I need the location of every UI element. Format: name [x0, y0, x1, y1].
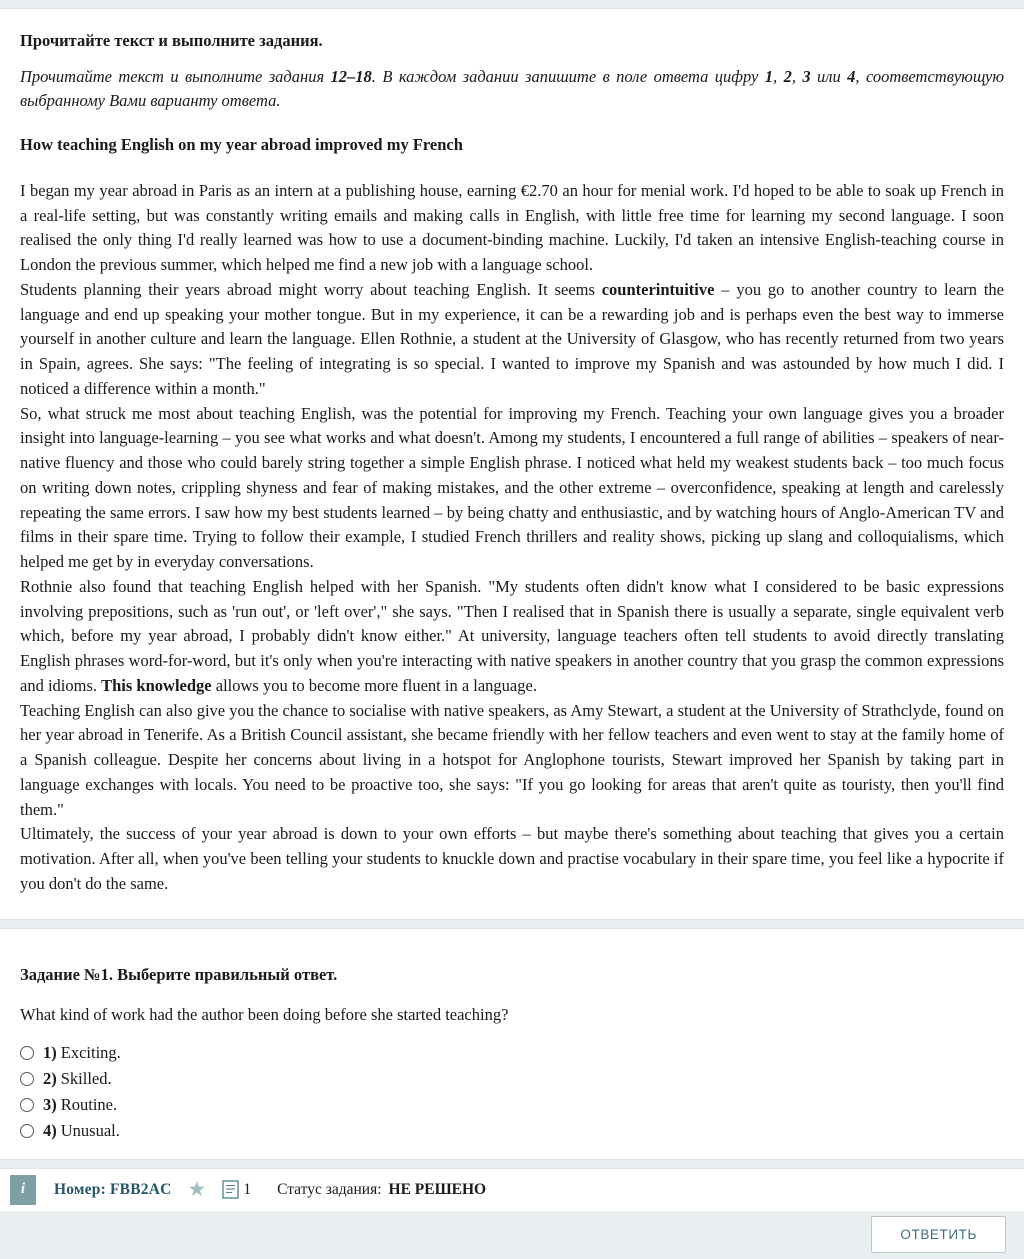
option-number: 3) — [43, 1094, 57, 1114]
option-label: Exciting. — [60, 1042, 121, 1062]
article-paragraph-6: Ultimately, the success of your year abroad is down to your own efforts – but maybe there's something about teaching that gives you a certain motivation. After all, when you've been telling your students to knuckle down and practise vocabulary in their spare time, you feel like a hypocrite if you don't do the same. — [20, 824, 1004, 893]
instr-digit-3: 3 — [802, 67, 811, 86]
radio-button-icon[interactable] — [20, 1124, 34, 1138]
instr-part-1: Прочитайте текст и выполните задания — [20, 67, 331, 86]
task-question: What kind of work had the author been doing before she started teaching? — [20, 1004, 509, 1024]
task-number-label: Номер: FBB2AC — [54, 1180, 172, 1198]
document-count: 1 — [243, 1180, 252, 1198]
option-label: Skilled. — [60, 1068, 112, 1088]
info-icon[interactable]: i — [10, 1175, 36, 1205]
status-badge: НЕ РЕШЕНО — [388, 1180, 487, 1198]
article-title: How teaching English on my year abroad improved my French — [20, 134, 463, 154]
footer-divider — [0, 1159, 1024, 1169]
radio-button-icon[interactable] — [20, 1072, 34, 1086]
task-title: Задание №1. Выберите правильный ответ. — [20, 964, 338, 984]
option-label: Unusual. — [60, 1120, 120, 1140]
instr-digit-4: 4 — [847, 67, 856, 86]
para4-keyword: This knowledge — [101, 675, 212, 695]
para2-part-1: Students planning their years abroad might worry about teaching English. It seems — [20, 279, 602, 299]
option-label: Routine. — [60, 1094, 118, 1114]
answer-option-1[interactable] — [20, 1043, 1004, 1063]
answer-options — [20, 1043, 1004, 1141]
instr-sep-3: или — [810, 67, 848, 86]
instr-sep-1: , — [773, 67, 784, 86]
footer-bar — [0, 1169, 1024, 1211]
answer-option-2[interactable] — [20, 1069, 1004, 1089]
article-paragraph-5: Teaching English can also give you the chance to socialise with native speakers, as Amy Stewart, a student at the University of Strathclyde, found on her year abroad in Tenerife. As a British Council assistant, she became friendly with her fellow teachers and even went to stay at the family home of a Spanish colleague. Despite her concerns about living in a hotspot for Anglophone tourists, Stewart improved her Spanish by taking part in language exchanges with locals. You need to be proactive too, she says: "If you go looking for areas that aren't quite as touristy, then you'll find them." — [20, 700, 1004, 819]
top-strip — [0, 0, 1024, 9]
star-icon[interactable]: ★ — [187, 1177, 207, 1202]
instructions-text — [20, 65, 1004, 113]
article-paragraph-3: So, what struck me most about teaching English, was the potential for improving my French. Teaching your own language gives you a broader insight into language-learning – you see what works and what doesn't. Among my students, I encountered a full range of abilities – speakers of near-native fluency and those who could barely string together a simple English phrase. I noticed what held my weakest students back – too much focus on writing down notes, crippling shyness and fear of making mistakes, and the other extreme – overconfidence, speaking at length and carelessly repeating the same errors. I saw how my best students learned – by being chatty and enthusiastic, and by watching hours of Anglo-American TV and films in their spare time. Trying to follow their example, I studied French thrillers and reality shows, picking up slang and colloquialisms, which helped me get by in everyday conversations. — [20, 403, 1004, 572]
instructions-title: Прочитайте текст и выполните задания. — [20, 31, 323, 50]
article-paragraph-4 — [20, 575, 1004, 699]
para4-part-2: allows you to become more fluent in a language. — [211, 675, 537, 695]
section-divider — [0, 919, 1024, 929]
instr-digit-2: 2 — [783, 67, 792, 86]
option-number: 2) — [43, 1068, 57, 1088]
instr-digit-1: 1 — [764, 67, 774, 86]
article-paragraph-1: I began my year abroad in Paris as an intern at a publishing house, earning €2.70 an hour for menial work. I'd hoped to be able to soak up French in a real-life setting, but was constantly writing emails and making calls in English, with little free time for learning my second language. I soon realised the only thing I'd really learned was how to use a document-binding machine. Luckily, I'd taken an intensive English-teaching course in London the previous summer, which helped me find a new job with a language school. — [20, 180, 1004, 275]
instr-task-range: 12–18 — [330, 67, 372, 86]
para2-part-2: – you go to another country to learn the language and end up speaking your mother tongue. But in my experience, it can be a rewarding job and is perhaps even the best way to immerse yourself in another culture and learn the language. Ellen Rothnie, a student at the University of Glasgow, who has recently returned from two years in Spain, agrees. She says: "The feeling of integrating is so special. I wanted to improve my Spanish and was astounded by how much I did. I noticed a difference within a month." — [20, 279, 1004, 398]
status-label: Статус задания: — [277, 1180, 382, 1198]
article-paragraph-2 — [20, 278, 1004, 402]
answer-action-row — [0, 1211, 1024, 1259]
answer-button[interactable]: ОТВЕТИТЬ — [871, 1216, 1006, 1253]
answer-option-3[interactable] — [20, 1095, 1004, 1115]
option-number: 1) — [43, 1042, 57, 1062]
para2-keyword: counterintuitive — [601, 279, 715, 299]
instr-part-2: . В каждом задании запишите в поле ответа цифру — [371, 67, 765, 86]
option-number: 4) — [43, 1120, 57, 1140]
instr-part-3: , соответствующую выбранному Вами варианту ответа. — [20, 67, 1005, 110]
footer — [0, 1159, 1024, 1259]
answer-option-4[interactable] — [20, 1121, 1004, 1141]
instr-sep-2: , — [791, 67, 803, 86]
radio-button-icon[interactable] — [20, 1098, 34, 1112]
document-icon[interactable] — [222, 1180, 239, 1199]
radio-button-icon[interactable] — [20, 1046, 34, 1060]
para4-part-1: Rothnie also found that teaching English helped with her Spanish. "My students often didn't know what I considered to be basic expressions involving prepositions, such as 'run out', or 'left over'," she says. "Then I realised that in Spanish there is usually a separate, single equivalent verb which, before my year abroad, I probably didn't know either." At university, language teachers often tell students to avoid directly translating English phrases word-for-word, but it's only when you're interacting with native speakers in another country that you grasp the common expressions and idioms. — [20, 576, 1004, 695]
document-content — [0, 9, 1024, 897]
